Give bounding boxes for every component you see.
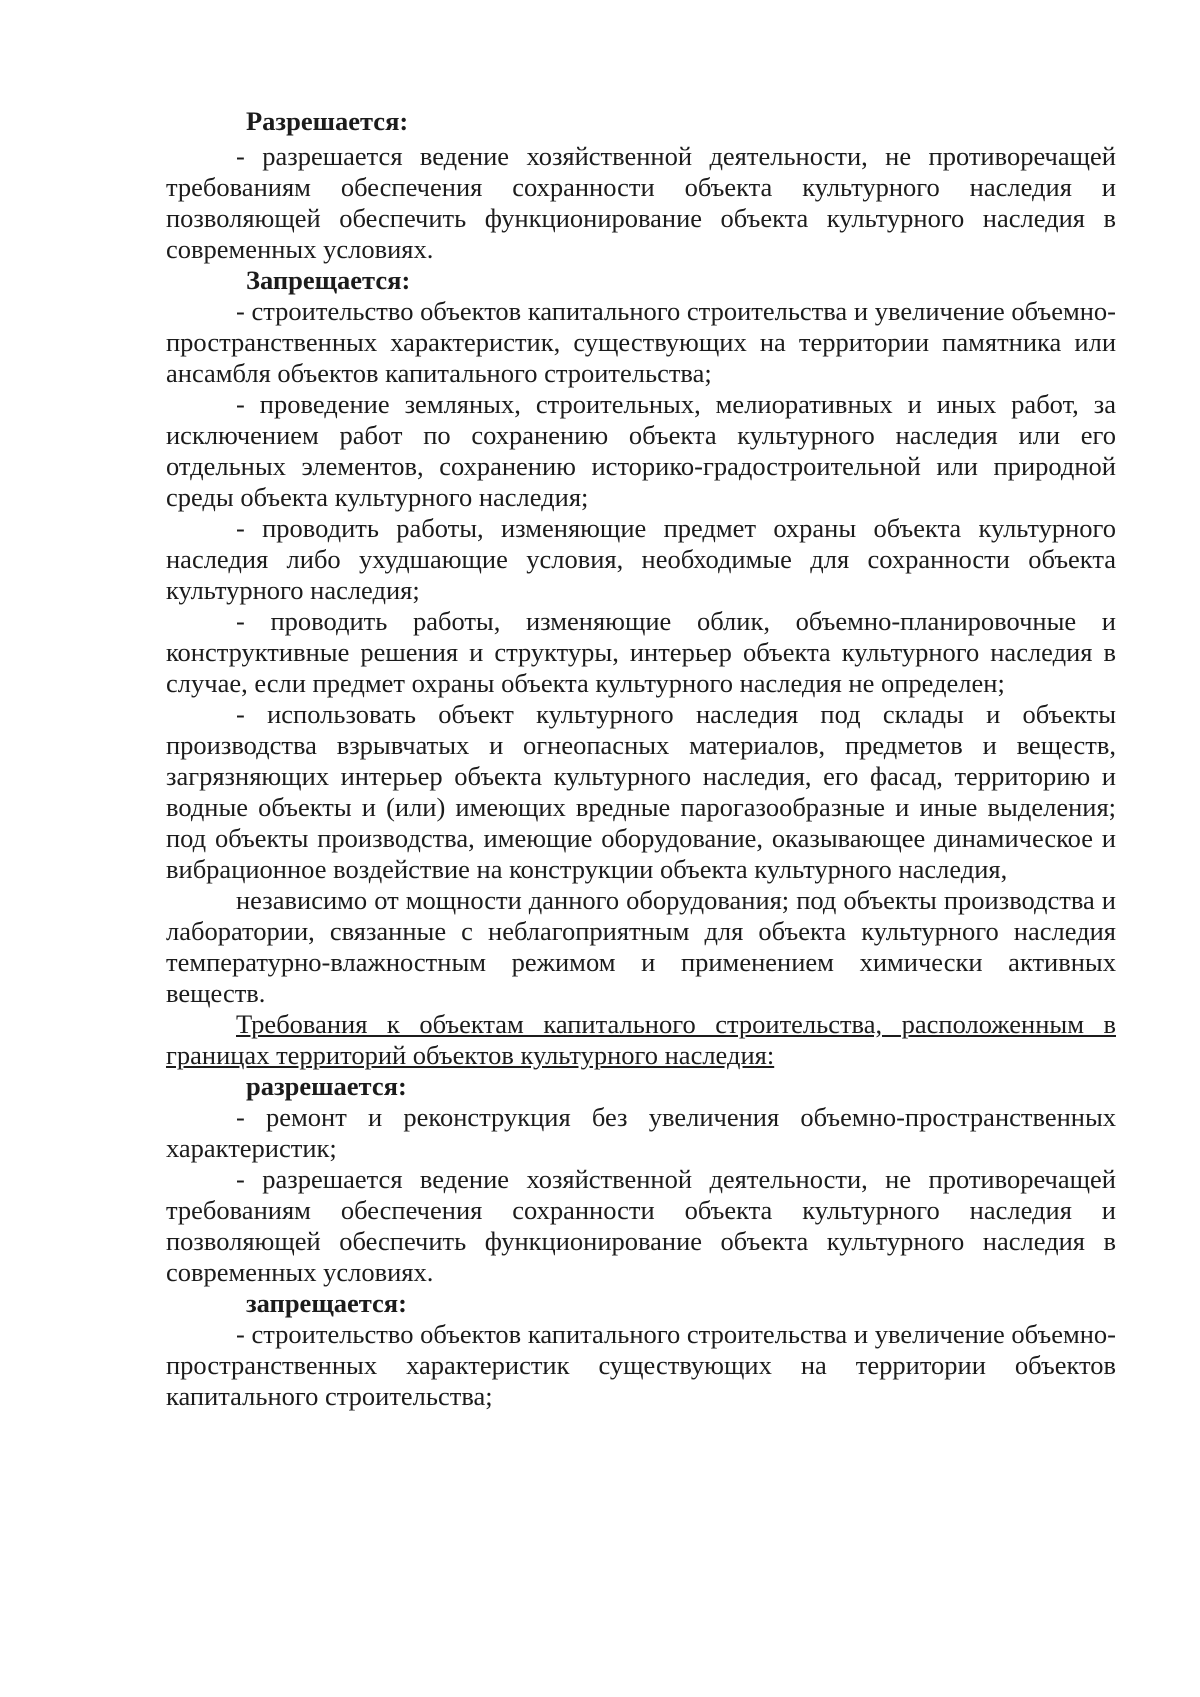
forbidden-item: - проводить работы, изменяющие облик, объемно-планировочные и конструктивные решения и структуры, интерьер объекта культурного наследия в случае, если предмет охраны объекта культурного наследия не определен; — [166, 606, 1116, 698]
section-title: Требования к объектам капитального строительства, расположенным в границах территорий объектов культурного наследия: — [166, 1009, 1116, 1070]
forbidden-item: - проведение земляных, строительных, мелиоративных и иных работ, за исключением работ по сохранению объекта культурного наследия или его отдельных элементов, сохранению историко-градостроительной или природной среды объекта культурного наследия; — [166, 389, 1116, 512]
forbidden-heading-2: запрещается: — [246, 1288, 407, 1318]
forbidden-item: - использовать объект культурного наследия под склады и объекты производства взрывчатых и огнеопасных материалов, предметов и веществ, загрязняющих интерьер объекта культурного наследия, его фасад, территорию и водные объекты и (или) имеющих вредные парогазообразные и иные выделения; под объекты производства, имеющие оборудование, оказывающее динамическое и вибрационное воздействие на конструкции объекта культурного наследия, — [166, 699, 1116, 884]
allowed-heading-2: разрешается: — [246, 1071, 407, 1101]
document-body — [166, 106, 1116, 1412]
forbidden-item: - проводить работы, изменяющие предмет охраны объекта культурного наследия либо ухудшающие условия, необходимые для сохранности объекта культурного наследия; — [166, 513, 1116, 605]
forbidden-item: - строительство объектов капитального строительства и увеличение объемно-пространственных характеристик существующих на территории объектов капитального строительства; — [166, 1319, 1116, 1411]
allowed-item: - разрешается ведение хозяйственной деятельности, не противоречащей требованиям обеспечения сохранности объекта культурного наследия и позволяющей обеспечить функционирование объекта культурного наследия в современных условиях. — [166, 141, 1116, 264]
forbidden-item: - строительство объектов капитального строительства и увеличение объемно-пространственных характеристик, существующих на территории памятника или ансамбля объектов капитального строительства; — [166, 296, 1116, 388]
allowed-item: - разрешается ведение хозяйственной деятельности, не противоречащей требованиям обеспечения сохранности объекта культурного наследия и позволяющей обеспечить функционирование объекта культурного наследия в современных условиях. — [166, 1164, 1116, 1287]
forbidden-heading: Запрещается: — [246, 265, 411, 295]
allowed-item: - ремонт и реконструкция без увеличения объемно-пространственных характеристик; — [166, 1102, 1116, 1163]
allowed-heading: Разрешается: — [246, 106, 409, 136]
forbidden-item-continuation: независимо от мощности данного оборудования; под объекты производства и лаборатории, связанные с неблагоприятным для объекта культурного наследия температурно-влажностным режимом и применением химически активных веществ. — [166, 885, 1116, 1008]
